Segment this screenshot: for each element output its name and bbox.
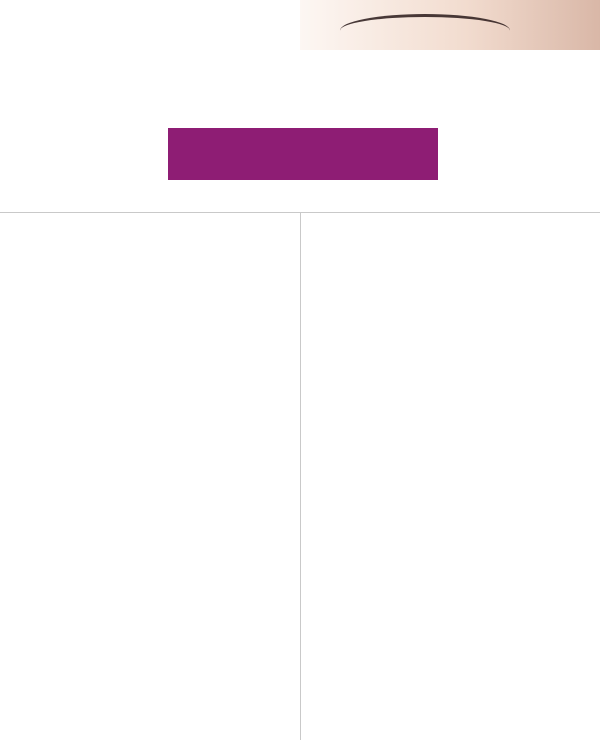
article-title: [290, 50, 595, 128]
eye-makeup-photo: [300, 0, 600, 50]
body-left-column: [10, 220, 292, 224]
article-tagline: [168, 128, 438, 180]
body-right-column: [308, 220, 590, 224]
intro-right-column: [440, 134, 590, 138]
intro-left-column: [10, 6, 290, 10]
